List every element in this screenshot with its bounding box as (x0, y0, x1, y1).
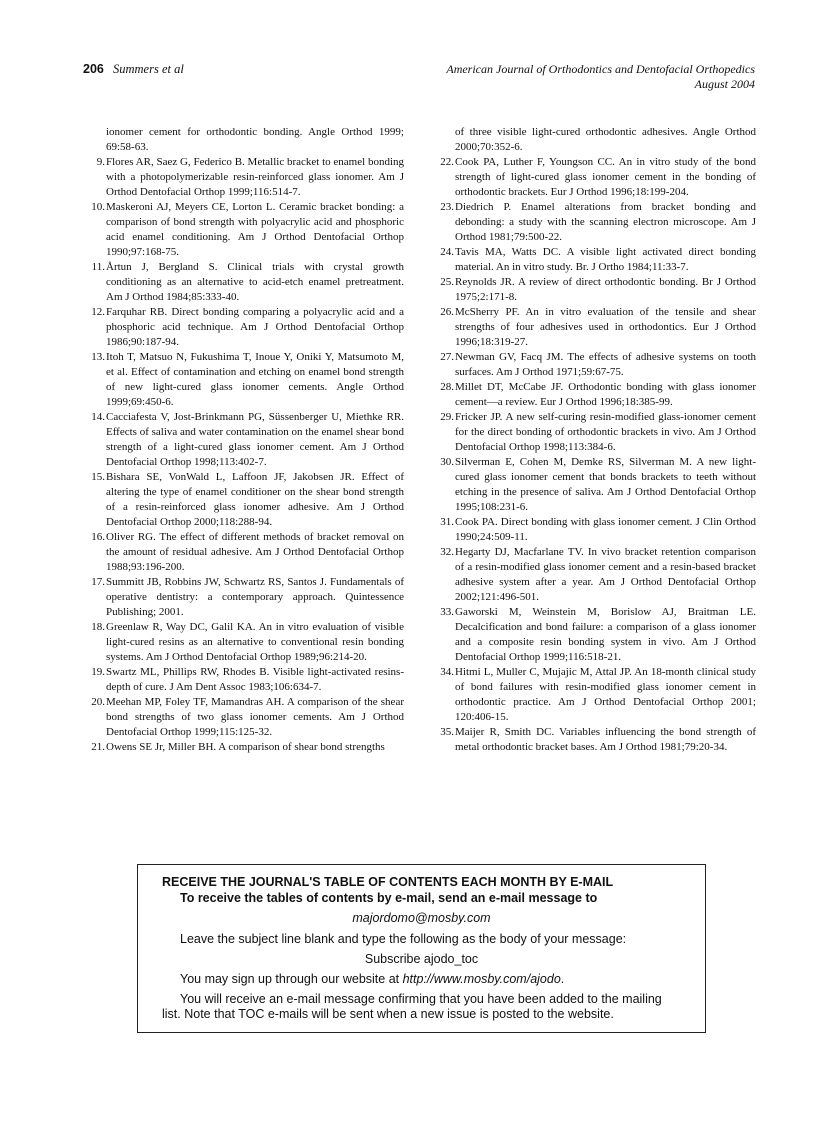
reference-text: Cacciafesta V, Jost-Brinkmann PG, Süssenberger U, Miethke RR. Effects of saliva and water contamination on the enamel shear bond strength of a light-cured glass ionomer cement. Am J Orthod Dentofacial Orthop 1998;113:402-7. (106, 411, 404, 468)
reference-number: 32. (440, 546, 454, 558)
reference-text: ionomer cement for orthodontic bonding. Angle Orthod 1999; 69:58-63. (106, 126, 404, 153)
notice-website-line (180, 972, 564, 986)
reference-text: Gaworski M, Weinstein M, Borislow AJ, Braitman LE. Decalcification and bond failure: a comparison of a glass ionomer and a composite resin bonding system in vivo. Am J Orthod Dentofacial Orthop 1999;116:518-21. (455, 606, 756, 663)
reference-text: Owens SE Jr, Miller BH. A comparison of shear bond strengths (106, 741, 385, 753)
reference-text: of three visible light-cured orthodontic adhesives. Angle Orthod 2000;70:352-6. (455, 126, 756, 153)
reference-text: McSherry PF. An in vitro evaluation of the tensile and shear strengths of four adhesives used in orthodontics. Eur J Orthod 1996;18:319-27. (455, 306, 756, 348)
reference-item (436, 410, 756, 455)
reference-text: Maijer R, Smith DC. Variables influencing the bond strength of metal orthodontic bracket bases. Am J Orthod 1981;79:20-34. (455, 726, 756, 753)
reference-item (436, 455, 756, 515)
reference-number: 13. (91, 351, 105, 363)
website-link[interactable]: http://www.mosby.com/ajodo (402, 972, 561, 986)
reference-item (436, 275, 756, 305)
reference-item (436, 245, 756, 275)
reference-text: Cook PA. Direct bonding with glass ionomer cement. J Clin Orthod 1990;24:509-11. (455, 516, 756, 543)
reference-text: Silverman E, Cohen M, Demke RS, Silverman M. A new light-cured glass ionomer cement that bonds brackets to teeth without etching in the presence of saliva. Am J Orthod Dentofacial Orthop 1995;108:231-6. (455, 456, 756, 513)
running-authors: Summers et al (112, 62, 184, 76)
reference-number: 16. (91, 531, 105, 543)
notice-email[interactable]: majordomo@mosby.com (352, 911, 491, 925)
reference-number: 20. (91, 696, 105, 708)
reference-number: 14. (91, 411, 105, 423)
reference-number: 24. (440, 246, 454, 258)
reference-text: Reynolds JR. A review of direct orthodontic bonding. Br J Orthod 1975;2:171-8. (455, 276, 756, 303)
reference-item (436, 515, 756, 545)
reference-item (436, 155, 756, 200)
reference-item (88, 665, 404, 695)
reference-text: Itoh T, Matsuo N, Fukushima T, Inoue Y, Oniki Y, Matsumoto M, et al. Effect of contamination and etching on enamel bond strength of new light-cured glass ionomer cements. Angle Orthod 1999;69:450-6. (106, 351, 404, 408)
reference-number: 23. (440, 201, 454, 213)
reference-text: Hegarty DJ, Macfarlane TV. In vivo bracket retention comparison of a resin-modified glass ionomer cement and a resin-based bracket adhesive system after a year. Am J Orthod Dentofacial Orthop 2002;121:496-501. (455, 546, 756, 603)
reference-text: Meehan MP, Foley TF, Mamandras AH. A comparison of the shear bond strengths of two glass ionomer cements. Am J Orthod Dentofacial Orthop 1999;115:125-32. (106, 696, 404, 738)
reference-item (88, 260, 404, 305)
page-number: 206 (83, 62, 104, 76)
reference-number: 35. (440, 726, 454, 738)
notice-confirm-line2: list. Note that TOC e-mails will be sent when a new issue is posted to the website. (162, 1007, 614, 1021)
reference-item (88, 305, 404, 350)
reference-number: 19. (91, 666, 105, 678)
reference-number: 9. (96, 156, 105, 168)
reference-text: Summitt JB, Robbins JW, Schwartz RS, Santos J. Fundamentals of operative dentistry: a contemporary approach. Quintessence Publishing; 2001. (106, 576, 404, 618)
reference-item (436, 665, 756, 725)
reference-text: Newman GV, Facq JM. The effects of adhesive systems on tooth surfaces. Am J Orthod 1971;59:67-75. (455, 351, 756, 378)
reference-text: Årtun J, Bergland S. Clinical trials with crystal growth conditioning as an alternative to acid-etch enamel pretreatment. Am J Orthod 1984;85:333-40. (106, 261, 404, 303)
reference-number: 22. (440, 156, 454, 168)
reference-number (436, 125, 454, 155)
reference-number: 34. (440, 666, 454, 678)
reference-item (436, 125, 756, 155)
notice-command: Subscribe ajodo_toc (364, 952, 479, 966)
reference-text: Bishara SE, VonWald L, Laffoon JF, Jakobsen JR. Effect of altering the type of enamel conditioner on the shear bond strength of a resin-reinforced glass ionomer adhesive. Am J Orthod Dentofacial Orthop 2000;118:288-94. (106, 471, 404, 528)
reference-text: Cook PA, Luther F, Youngson CC. An in vitro study of the bond strength of light-cured glass ionomer cement in the bonding of orthodontic brackets. Eur J Orthod 1996;18:199-204. (455, 156, 756, 198)
reference-text: Swartz ML, Phillips RW, Rhodes B. Visible light-activated resins-depth of cure. J Am Dent Assoc 1983;106:634-7. (106, 666, 404, 693)
reference-item (88, 695, 404, 740)
website-suffix: . (560, 972, 565, 986)
reference-item (88, 350, 404, 410)
reference-item (436, 200, 756, 245)
reference-item (88, 470, 404, 530)
reference-number: 31. (440, 516, 454, 528)
reference-number: 33. (440, 606, 454, 618)
reference-number: 28. (440, 381, 454, 393)
reference-text: Maskeroni AJ, Meyers CE, Lorton L. Ceramic bracket bonding: a comparison of bond strength with polyacrylic acid and phosphoric acid enamel conditioning. Am J Orthod Dentofacial Orthop 1990;97:168-75. (106, 201, 404, 258)
notice-instruction: Leave the subject line blank and type the following as the body of your message: (180, 932, 627, 946)
reference-number: 17. (91, 576, 105, 588)
reference-number: 10. (91, 201, 105, 213)
reference-item (88, 530, 404, 575)
reference-item (436, 380, 756, 410)
running-header-left (83, 62, 184, 77)
reference-number: 26. (440, 306, 454, 318)
reference-item (436, 305, 756, 350)
reference-number: 15. (91, 471, 105, 483)
notice-subtitle: To receive the tables of contents by e-mail, send an e-mail message to (180, 891, 598, 905)
reference-item (436, 350, 756, 380)
reference-item (436, 605, 756, 665)
reference-item (88, 410, 404, 470)
reference-text: Farquhar RB. Direct bonding comparing a polyacrylic acid and a phosphoric acid technique. Am J Orthod Dentofacial Orthop 1986;90:187-94. (106, 306, 404, 348)
reference-number: 29. (440, 411, 454, 423)
reference-text: Oliver RG. The effect of different methods of bracket removal on the amount of residual adhesive. Am J Orthod Dentofacial Orthop 1988;93:196-200. (106, 531, 404, 573)
reference-item (436, 545, 756, 605)
references-left-column (88, 125, 404, 755)
reference-item (88, 575, 404, 620)
running-header-right (446, 62, 755, 92)
issue-date: August 2004 (694, 77, 755, 91)
reference-item (88, 155, 404, 200)
reference-item (88, 620, 404, 665)
reference-text: Hitmi L, Muller C, Mujajic M, Attal JP. An 18-month clinical study of bond failures with resin-modified glass ionomer cement in orthodontic practice. Am J Orthod Dentofacial Orthop 2001; 120:406-15. (455, 666, 756, 723)
references-right-column (436, 125, 756, 755)
reference-number (88, 125, 105, 155)
reference-number: 21. (91, 741, 105, 753)
reference-item (88, 200, 404, 260)
reference-number: 30. (440, 456, 454, 468)
reference-text: Millet DT, McCabe JF. Orthodontic bonding with glass ionomer cement—a review. Eur J Orthod 1996;18:385-99. (455, 381, 756, 408)
reference-item (88, 740, 404, 755)
reference-number: 18. (91, 621, 105, 633)
website-prefix: You may sign up through our website at (180, 972, 403, 986)
reference-text: Flores AR, Saez G, Federico B. Metallic bracket to enamel bonding with a photopolymerizable resin-reinforced glass ionomer. Am J Orthod Dentofacial Orthop 1999;116:514-7. (106, 156, 404, 198)
reference-number: 12. (91, 306, 105, 318)
notice-title: RECEIVE THE JOURNAL'S TABLE OF CONTENTS EACH MONTH BY E-MAIL (162, 875, 614, 889)
reference-text: Greenlaw R, Way DC, Galil KA. An in vitro evaluation of visible light-cured resins as an alternative to conventional resin bonding systems. Am J Orthod Dentofacial Orthop 1989;96:214-20. (106, 621, 404, 663)
reference-number: 27. (440, 351, 454, 363)
reference-item (436, 725, 756, 755)
reference-item (88, 125, 404, 155)
reference-text: Tavis MA, Watts DC. A visible light activated direct bonding material. An in vitro study. Br. J Ortho 1984;11:33-7. (455, 246, 756, 273)
journal-title: American Journal of Orthodontics and Dentofacial Orthopedics (446, 62, 755, 76)
reference-number: 11. (91, 261, 105, 273)
reference-number: 25. (440, 276, 454, 288)
toc-email-notice (137, 864, 706, 1033)
reference-text: Diedrich P. Enamel alterations from bracket bonding and debonding: a study with the scanning electron microscope. Am J Orthod 1981;79:500-22. (455, 201, 756, 243)
reference-text: Fricker JP. A new self-curing resin-modified glass-ionomer cement for the direct bonding of orthodontic brackets in vivo. Am J Orthod Dentofacial Orthop 1998;113:384-6. (455, 411, 756, 453)
notice-confirm-line1: You will receive an e-mail message confirming that you have been added to the mailing (180, 992, 662, 1006)
